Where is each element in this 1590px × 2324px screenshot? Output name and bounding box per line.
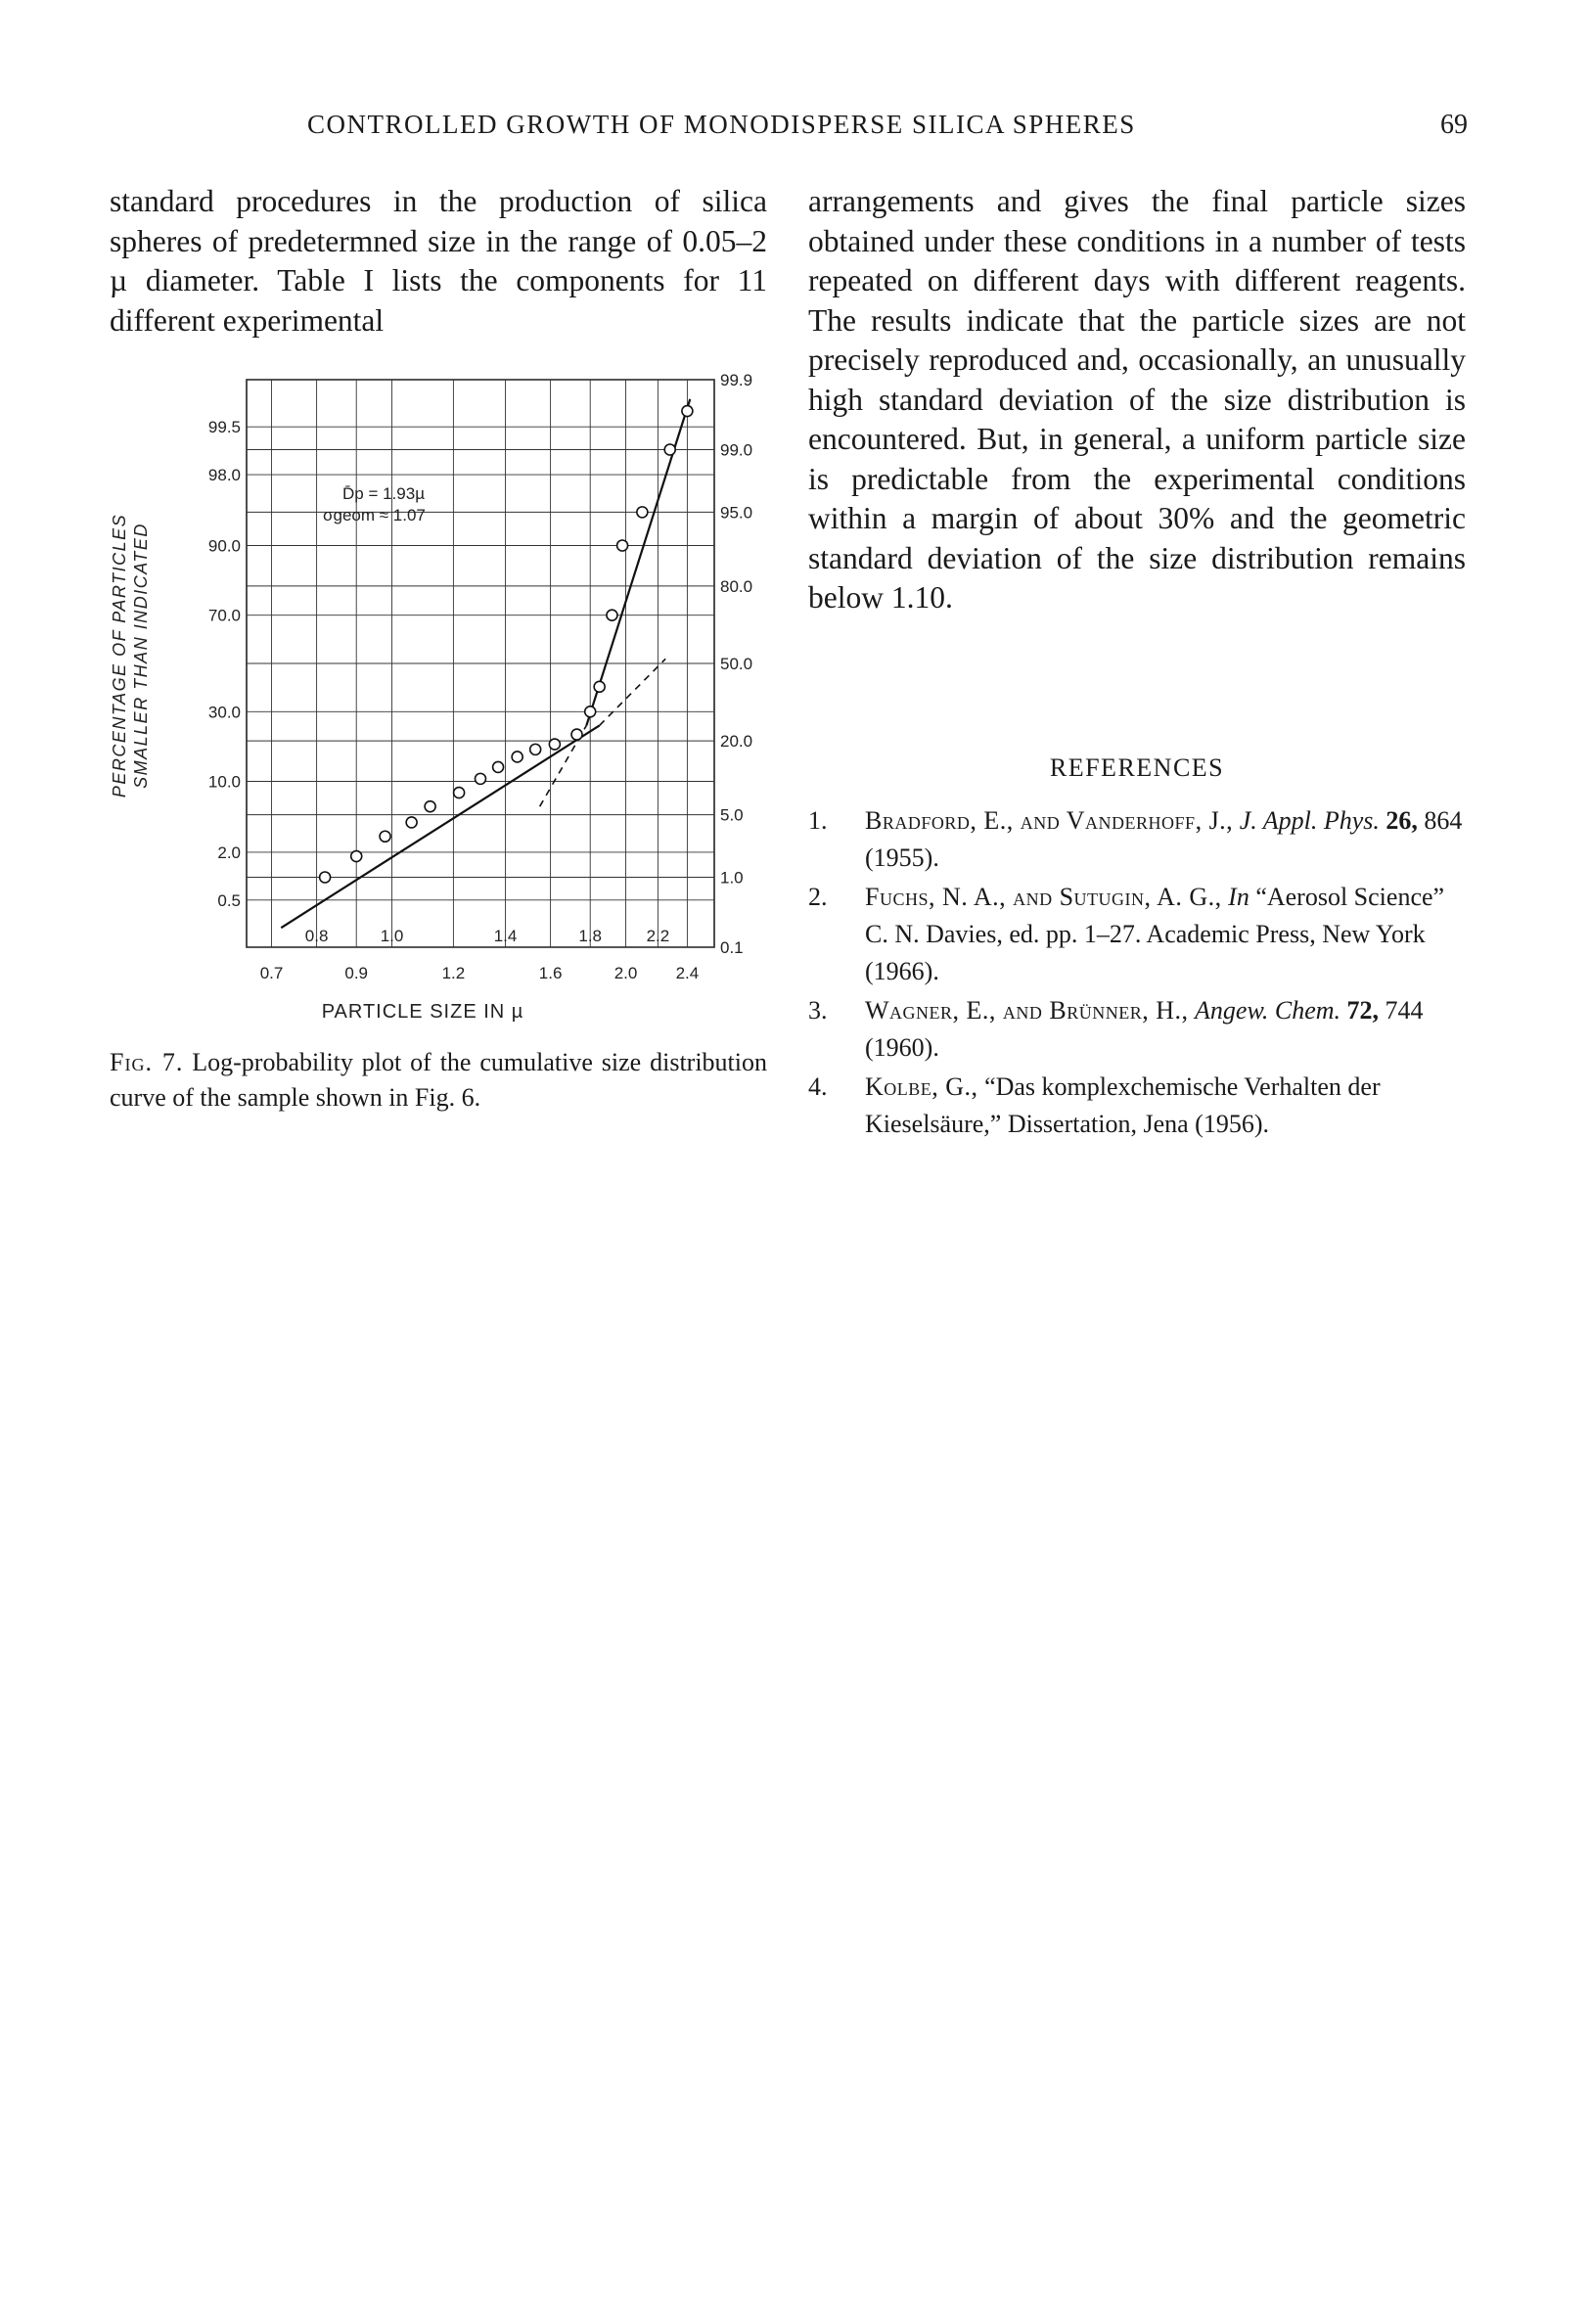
data-point: [637, 507, 648, 518]
x-tick-label-inner: 2.2: [646, 927, 670, 945]
page-header: [110, 110, 1468, 149]
reference-rest: 744 (1960).: [865, 996, 1424, 1062]
reference-number: 2.: [808, 883, 828, 911]
x-tick-label-bottom: 2.4: [675, 964, 700, 982]
reference-rest: 864 (1955).: [865, 806, 1463, 872]
data-point: [585, 706, 596, 717]
references-title: REFERENCES: [1049, 753, 1225, 782]
right-paragraph: arrangements and gives the final particle sizes obtained under these conditions in a number of tests repeated on different days with different reagents. The results indicate that the particle sizes are not precisely reproduced and, occasionally, an unusually high standard deviation of the size distribution is encountered. But, in general, a uniform particle size is predictable from the experimental conditions within a margin of about 30% and the geometric standard deviation of the size distribution remains below 1.10.: [808, 184, 1466, 615]
y-tick-label-right: 99.0: [720, 440, 753, 460]
reference-item: [808, 802, 1466, 877]
caption-text: Log-probability plot of the cumulative size distribution curve of the sample shown in Fig. 6.: [110, 1048, 768, 1112]
chart-annotation-line2: σgeom ≈ 1.07: [323, 506, 426, 524]
y-tick-label-right: 80.0: [720, 576, 753, 596]
x-tick-label-bottom: 2.0: [613, 964, 638, 982]
figure-caption: [110, 1045, 767, 1116]
x-tick-label-bottom: 1.6: [538, 964, 563, 982]
data-point: [493, 761, 504, 772]
page-number: 69: [1440, 110, 1468, 140]
data-point: [617, 540, 628, 551]
reference-volume: 26,: [1386, 806, 1418, 835]
left-column: [110, 182, 767, 341]
reference-journal: J. Appl. Phys.: [1239, 806, 1380, 835]
running-head: CONTROLLED GROWTH OF MONODISPERSE SILICA SPHERES: [307, 110, 1136, 139]
chart-ylabel-2: SMALLER THAN INDICATED: [131, 523, 151, 789]
x-tick-label-inner: 1.0: [380, 927, 404, 945]
x-tick-label-inner: 1.4: [493, 927, 518, 945]
y-tick-label-right: 99.9: [720, 371, 753, 389]
references-list: [808, 802, 1466, 1145]
reference-item: [808, 879, 1466, 990]
reference-rest: “Das komplexchemische Verhalten der Kieselsäure,” Dissertation, Jena (1956).: [865, 1072, 1381, 1138]
chart-annotation-line1: D̄p = 1.93µ: [342, 484, 425, 503]
y-tick-label-left: 30.0: [207, 703, 241, 722]
reference-rest: “Aerosol Science” C. N. Davies, ed. pp. 1–27. Academic Press, New York (1966).: [865, 883, 1445, 985]
x-tick-label-inner: 0.8: [304, 927, 329, 945]
y-tick-label-right: 1.0: [720, 868, 744, 888]
reference-item: [808, 992, 1466, 1067]
x-tick-label-bottom: 0.9: [344, 964, 369, 982]
reference-authors: Wagner, E., and Brünner, H.,: [865, 996, 1189, 1025]
y-tick-label-left: 0.5: [217, 890, 241, 910]
y-tick-label-right: 5.0: [720, 805, 744, 825]
data-point: [476, 773, 486, 784]
data-point: [351, 851, 362, 862]
x-tick-label-bottom: 1.2: [441, 964, 466, 982]
reference-authors: Bradford, E., and Vanderhoff, J.,: [865, 806, 1234, 835]
series-line-extension-lower: [600, 659, 665, 725]
data-point: [530, 744, 541, 754]
data-point: [320, 872, 331, 883]
reference-journal: Angew. Chem.: [1195, 996, 1341, 1025]
data-point: [682, 406, 693, 417]
y-tick-label-left: 98.0: [207, 466, 241, 485]
data-point: [406, 817, 417, 828]
data-point: [607, 610, 617, 620]
reference-item: [808, 1069, 1466, 1143]
reference-number: 1.: [808, 806, 828, 835]
y-tick-label-left: 2.0: [217, 843, 241, 862]
data-point: [594, 681, 605, 692]
chart-points: [320, 406, 693, 883]
y-tick-label-left: 70.0: [207, 606, 241, 625]
reference-volume: 72,: [1346, 996, 1380, 1025]
data-point: [571, 729, 582, 740]
y-tick-label-right: 95.0: [720, 503, 753, 523]
chart-ylabel-1: PERCENTAGE OF PARTICLES: [110, 513, 129, 798]
reference-number: 4.: [808, 1072, 828, 1101]
y-tick-label-left: 10.0: [207, 772, 241, 792]
y-tick-label-right: 50.0: [720, 655, 753, 673]
reference-authors: Fuchs, N. A., and Sutugin, A. G.,: [865, 883, 1222, 911]
data-point: [664, 444, 675, 455]
chart-grid: [247, 380, 714, 947]
caption-label: Fig. 7.: [110, 1048, 184, 1076]
data-point: [425, 801, 435, 812]
figure-7: [110, 362, 775, 1047]
right-column: [808, 182, 1466, 618]
reference-authors: Kolbe, G.,: [865, 1072, 978, 1101]
x-tick-label-bottom: 0.7: [259, 964, 284, 982]
chart-xlabel: PARTICLE SIZE IN µ: [321, 1001, 524, 1023]
y-tick-label-left: 99.5: [207, 418, 241, 437]
y-tick-label-left: 90.0: [207, 536, 241, 556]
data-point: [512, 752, 522, 762]
y-tick-label-right: 0.1: [720, 938, 744, 957]
data-point: [549, 739, 560, 750]
reference-journal: In: [1228, 883, 1249, 911]
x-tick-label-inner: 1.8: [578, 927, 603, 945]
data-point: [454, 788, 465, 798]
left-paragraph: standard procedures in the production of silica spheres of predetermned size in the range of 0.05–2 µ diameter. Table I lists the components for 11 different experimental: [110, 184, 767, 338]
y-tick-label-right: 20.0: [720, 732, 753, 752]
log-probability-chart: [110, 362, 775, 1047]
data-point: [380, 831, 390, 842]
reference-number: 3.: [808, 996, 828, 1025]
series-line-fit-lower: [281, 725, 599, 928]
